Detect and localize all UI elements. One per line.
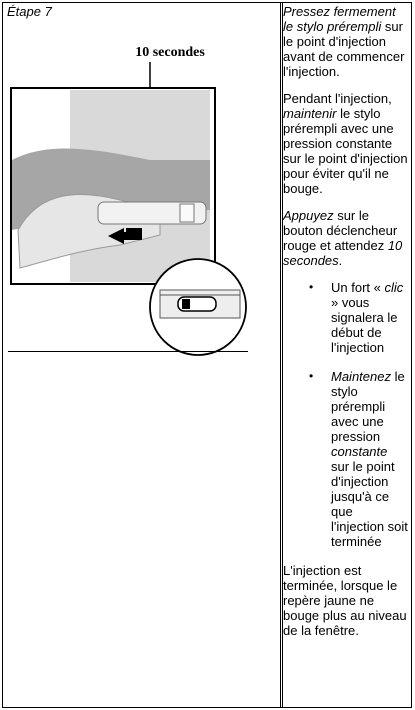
instruction-paragraph: Pendant l'injection, maintenir le stylo prérempli avec une pression constante sur le point d'injection pour éviter qu'il ne bouge. bbox=[283, 91, 408, 196]
instructions-text bbox=[283, 4, 408, 650]
instruction-paragraph: Appuyez sur le bouton déclencheur rouge et attendez 10 secondes. bbox=[283, 208, 403, 268]
instruction-bullets bbox=[283, 280, 408, 549]
list-item: • Maintenez le stylo prérempli avec une pression constante sur le point d'injection jusqu'à ce que l'injection soit terminée bbox=[331, 369, 408, 549]
instruction-paragraph: L'injection est terminée, lorsque le repère jaune ne bouge plus au niveau de la fenêtre. bbox=[283, 563, 407, 638]
step-label: Étape 7 bbox=[7, 4, 52, 19]
injection-illustration bbox=[10, 40, 248, 356]
instruction-paragraph: Pressez fermement le stylo prérempli sur le point d'injection avant de commencer l'injection. bbox=[283, 4, 405, 79]
list-item: • Un fort « clic » vous signalera le début de l'injection bbox=[331, 280, 408, 355]
timer-label: 10 secondes bbox=[135, 45, 205, 60]
column-divider bbox=[280, 3, 281, 707]
figure-underline bbox=[8, 351, 248, 352]
